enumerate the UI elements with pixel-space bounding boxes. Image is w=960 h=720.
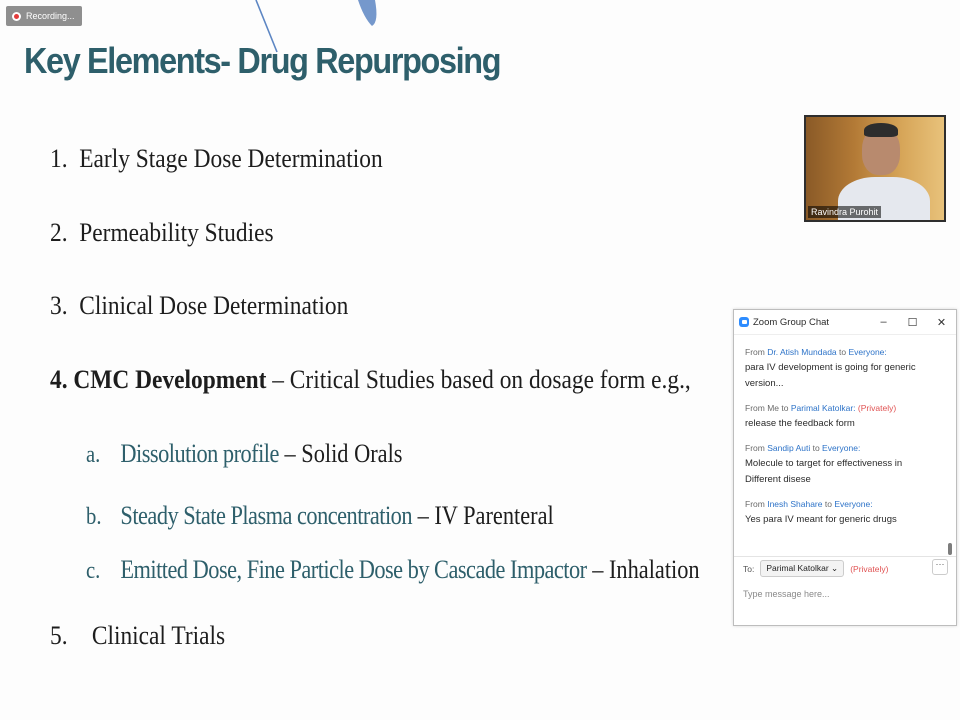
recipient-name[interactable]: Everyone: (822, 443, 861, 453)
to-label: To: (743, 563, 755, 574)
participant-name: Ravindra Purohit (808, 206, 881, 218)
chat-scrollbar[interactable] (948, 340, 952, 555)
chat-message (745, 499, 948, 528)
chat-message-list[interactable] (734, 335, 948, 555)
scrollbar-thumb[interactable] (948, 543, 952, 555)
list-text: – Critical Studies based on dosage form e.g., (266, 365, 691, 394)
list-item-1 (50, 144, 383, 174)
sub-letter: a. (86, 442, 101, 468)
recipient-row (743, 560, 888, 577)
sub-rest: – Inhalation (586, 555, 700, 584)
decorative-shape (358, 0, 376, 26)
chat-message (745, 443, 948, 488)
list-text: Clinical Trials (91, 621, 226, 650)
recipient-name[interactable]: Parimal Katolkar: (790, 403, 856, 413)
zoom-logo-icon (739, 317, 749, 327)
recording-indicator[interactable] (6, 6, 82, 26)
sub-rest: – Solid Orals (278, 439, 403, 468)
recipient-dropdown[interactable]: Parimal Katolkar ⌄ (760, 560, 844, 577)
chat-title: Zoom Group Chat (753, 316, 830, 328)
close-button[interactable]: ✕ (936, 316, 947, 329)
message-header: From Sandip Auti to Everyone: (745, 443, 861, 453)
sub-term: Steady State Plasma concentration (120, 501, 412, 530)
recipient-name[interactable]: Everyone: (834, 499, 873, 509)
list-text: Permeability Studies (79, 218, 274, 247)
sub-rest: – IV Parenteral (411, 501, 554, 530)
sub-term: Dissolution profile (120, 439, 279, 468)
list-text: Clinical Dose Determination (79, 291, 349, 320)
chat-titlebar[interactable] (734, 310, 956, 335)
minimize-button[interactable]: – (880, 316, 887, 328)
sender-name[interactable]: Dr. Atish Mundada (767, 347, 837, 357)
list-item-4 (50, 365, 691, 395)
list-number: 2. (50, 218, 68, 247)
list-text: Early Stage Dose Determination (79, 144, 383, 173)
list-number: 5. (50, 621, 68, 650)
sub-item-c (86, 555, 700, 585)
more-options-button[interactable]: ··· (932, 559, 948, 575)
list-bold-text: CMC Development (73, 365, 267, 394)
recording-label: Recording... (26, 11, 75, 21)
sub-item-a (86, 439, 403, 469)
recipient-name[interactable]: Everyone: (848, 347, 887, 357)
message-header: From Dr. Atish Mundada to Everyone: (745, 347, 887, 357)
message-text: release the feedback form (745, 418, 855, 429)
message-text: Molecule to target for effectiveness in Different disese (745, 458, 903, 485)
message-header: From Me to Parimal Katolkar: (Privately) (745, 403, 897, 413)
list-number: 3. (50, 291, 68, 320)
participant-video[interactable] (804, 115, 946, 222)
maximize-button[interactable]: ☐ (907, 316, 918, 329)
message-header: From Inesh Shahare to Everyone: (745, 499, 873, 509)
slide-title: Key Elements- Drug Repurposing (24, 40, 501, 81)
sub-term: Emitted Dose, Fine Particle Dose by Cascade Impactor (120, 555, 587, 584)
group-chat-window (733, 309, 957, 626)
chat-message (745, 403, 948, 432)
private-tag: (Privately) (857, 403, 897, 413)
sender-name: Me (767, 403, 780, 413)
message-text: Yes para IV meant for generic drugs (745, 514, 897, 525)
sub-item-b (86, 501, 554, 531)
record-icon (12, 12, 21, 21)
list-item-3 (50, 291, 348, 321)
list-item-2 (50, 218, 274, 248)
divider (734, 556, 956, 557)
participant-hair (864, 123, 898, 137)
list-number: 1. (50, 144, 68, 173)
list-number: 4. (50, 365, 68, 394)
chat-message (745, 347, 948, 392)
message-input[interactable] (743, 584, 943, 604)
message-text: para IV development is going for generic version... (745, 362, 916, 389)
sub-letter: c. (86, 558, 101, 584)
sub-letter: b. (86, 504, 102, 530)
sender-name[interactable]: Sandip Auti (767, 443, 811, 453)
list-item-5 (50, 621, 225, 651)
sender-name[interactable]: Inesh Shahare (767, 499, 823, 509)
private-indicator: (Privately) (850, 563, 889, 574)
